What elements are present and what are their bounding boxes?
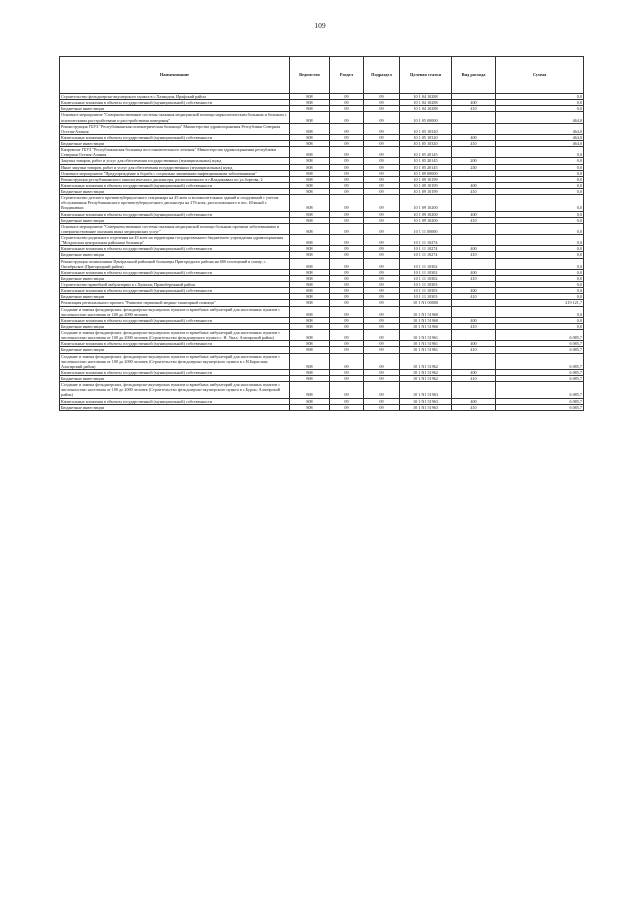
cell-section: 09	[330, 258, 364, 269]
cell-sum: 6 085,7	[496, 404, 584, 410]
cell-section: 09	[330, 252, 364, 258]
cell-subsection: 09	[364, 252, 400, 258]
cell-sum: 0,0	[496, 275, 584, 281]
cell-expense-type: 410	[452, 141, 496, 147]
cell-name: Капитальные вложения в объекты государственной (муниципальной) собственности	[60, 369, 290, 375]
cell-sum: 0,0	[496, 106, 584, 112]
cell-ministry: 808	[290, 306, 330, 317]
cell-ministry: 808	[290, 158, 330, 164]
cell-expense-type: 200	[452, 158, 496, 164]
cell-subsection: 09	[364, 100, 400, 106]
header-ministry: Ведомство	[290, 57, 330, 94]
cell-sum: 219 121,7	[496, 300, 584, 306]
cell-name: Капитальные вложения в объекты государственной (муниципальной) собственности	[60, 269, 290, 275]
cell-ministry: 808	[290, 252, 330, 258]
cell-subsection: 09	[364, 211, 400, 217]
cell-expense-type: 400	[452, 369, 496, 375]
cell-name: Капитальные вложения в объекты государственной (муниципальной) собственности	[60, 182, 290, 188]
header-sum: Сумма	[496, 57, 584, 94]
cell-ministry: 808	[290, 176, 330, 182]
cell-sum: 6 085,7	[496, 353, 584, 369]
cell-sum: 6 085,7	[496, 369, 584, 375]
cell-expense-type: 400	[452, 269, 496, 275]
cell-article: 10 1 N1 00000	[400, 300, 452, 306]
table-row	[60, 306, 584, 317]
cell-sum: 0,0	[496, 164, 584, 170]
cell-ministry: 808	[290, 330, 330, 341]
cell-sum: 6 085,7	[496, 347, 584, 353]
cell-subsection: 09	[364, 275, 400, 281]
cell-article: 10 1 N1 51961	[400, 341, 452, 347]
cell-subsection: 09	[364, 288, 400, 294]
cell-expense-type: 410	[452, 275, 496, 281]
cell-section: 09	[330, 223, 364, 234]
cell-ministry: 808	[290, 382, 330, 398]
cell-section: 09	[330, 134, 364, 140]
cell-expense-type	[452, 195, 496, 211]
cell-sum: 0,0	[496, 258, 584, 269]
cell-name: Создание и замена фельдшерских, фельдшерско-акушерских пунктов и врачебных амбулаторий для населенных пунктов с численностью населения от 100 до 2000 человек (Строительство фельдшерско-акушерского пункта в с.Бурон, Алагирский район)	[60, 382, 290, 398]
cell-ministry: 808	[290, 134, 330, 140]
cell-section: 09	[330, 164, 364, 170]
cell-ministry: 808	[290, 94, 330, 100]
cell-expense-type: 410	[452, 376, 496, 382]
cell-name: Капитальные вложения в объекты государственной (муниципальной) собственности	[60, 288, 290, 294]
cell-name: Иные закупки товаров, работ и услуг для обеспечения государственных (муниципальных) нужд	[60, 164, 290, 170]
cell-section: 09	[330, 341, 364, 347]
cell-sum: 0,0	[496, 182, 584, 188]
cell-ministry: 808	[290, 123, 330, 134]
cell-ministry: 808	[290, 341, 330, 347]
cell-name: Капитальные вложения в объекты государственной (муниципальной) собственности	[60, 246, 290, 252]
cell-sum: 464,0	[496, 141, 584, 147]
cell-name: Бюджетные инвестиции	[60, 294, 290, 300]
cell-subsection: 09	[364, 306, 400, 317]
cell-section: 09	[330, 182, 364, 188]
cell-expense-type: 410	[452, 106, 496, 112]
cell-name: Бюджетные инвестиции	[60, 404, 290, 410]
cell-ministry: 808	[290, 112, 330, 123]
cell-section: 09	[330, 246, 364, 252]
cell-section: 09	[330, 282, 364, 288]
cell-subsection: 09	[364, 176, 400, 182]
cell-section: 09	[330, 170, 364, 176]
cell-article: 10 1 05 10320	[400, 123, 452, 134]
budget-table	[59, 56, 584, 411]
cell-section: 09	[330, 211, 364, 217]
cell-expense-type: 400	[452, 246, 496, 252]
cell-article: 10 1 N1 51963	[400, 404, 452, 410]
table-row	[60, 112, 584, 123]
cell-article: 10 1 05 20145	[400, 164, 452, 170]
cell-expense-type: 410	[452, 347, 496, 353]
cell-ministry: 808	[290, 275, 330, 281]
cell-ministry: 808	[290, 246, 330, 252]
cell-article: 10 1 11 10302	[400, 275, 452, 281]
cell-expense-type: 410	[452, 189, 496, 195]
cell-ministry: 808	[290, 269, 330, 275]
cell-section: 09	[330, 330, 364, 341]
cell-section: 09	[330, 123, 364, 134]
cell-subsection: 09	[364, 123, 400, 134]
table-row	[60, 223, 584, 234]
cell-expense-type: 400	[452, 182, 496, 188]
cell-expense-type	[452, 330, 496, 341]
cell-name: Основное мероприятие "Предупреждение и борьба с социально значимыми инфекционными заболеваниями"	[60, 170, 290, 176]
cell-name: Строительство родильного отделения на 45 коек на территории государственного бюджетного учреждения здравоохранения "Моздокская центральная районная больница"	[60, 235, 290, 246]
cell-subsection: 09	[364, 300, 400, 306]
cell-ministry: 808	[290, 376, 330, 382]
cell-expense-type: 240	[452, 164, 496, 170]
page-number: 109	[314, 21, 326, 30]
cell-article: 10 1 11 10274	[400, 252, 452, 258]
cell-section: 09	[330, 195, 364, 211]
cell-subsection: 09	[364, 94, 400, 100]
cell-ministry: 808	[290, 235, 330, 246]
cell-article: 10 1 N1 51963	[400, 382, 452, 398]
cell-subsection: 09	[364, 112, 400, 123]
table-row	[60, 330, 584, 341]
cell-name: Капитальные вложения в объекты государственной (муниципальной) собственности	[60, 341, 290, 347]
cell-article: 10 1 11 10303	[400, 282, 452, 288]
cell-sum: 0,0	[496, 211, 584, 217]
cell-article: 10 1 05 00000	[400, 112, 452, 123]
cell-subsection: 09	[364, 189, 400, 195]
cell-name: Капитальные вложения в объекты государственной (муниципальной) собственности	[60, 100, 290, 106]
cell-subsection: 09	[364, 141, 400, 147]
cell-sum: 0,0	[496, 158, 584, 164]
cell-article: 10 1 04 10288	[400, 94, 452, 100]
table-row	[60, 404, 584, 410]
cell-section: 09	[330, 306, 364, 317]
cell-subsection: 09	[364, 317, 400, 323]
cell-name: Капремонт ГБУЗ "Республиканская больница восстановительного лечения" Министерства здравоохранения республики Северная Осетия-Алания	[60, 147, 290, 158]
cell-name: Основное мероприятие "Совершенствование системы оказания медицинской помощи больным прочими заболеваниями и совершенствование оказания иных медицинских услуг"	[60, 223, 290, 234]
cell-subsection: 09	[364, 170, 400, 176]
cell-sum: 0,0	[496, 252, 584, 258]
cell-subsection: 09	[364, 269, 400, 275]
cell-expense-type	[452, 123, 496, 134]
cell-name: Реконструкция поликлиники Центральной районной больницы Пригородного района на 600 посещений в смену, с. Октябрьское (Пригородный район)	[60, 258, 290, 269]
cell-sum: 0,0	[496, 294, 584, 300]
cell-ministry: 808	[290, 317, 330, 323]
cell-section: 09	[330, 275, 364, 281]
cell-name: Основное мероприятие "Совершенствование системы оказания медицинской помощи наркологическим больным и больным с психическими расстройствами и расстройствами поведения"	[60, 112, 290, 123]
cell-sum: 0,0	[496, 323, 584, 329]
cell-subsection: 09	[364, 158, 400, 164]
cell-expense-type	[452, 258, 496, 269]
cell-article: 10 1 N1 51960	[400, 317, 452, 323]
cell-sum: 464,0	[496, 123, 584, 134]
cell-article: 10 1 11 10303	[400, 294, 452, 300]
cell-subsection: 09	[364, 164, 400, 170]
cell-sum: 6 085,7	[496, 376, 584, 382]
cell-sum: 0,0	[496, 317, 584, 323]
cell-section: 09	[330, 347, 364, 353]
cell-article: 10 1 09 10199	[400, 189, 452, 195]
cell-name: Капитальные вложения в объекты государственной (муниципальной) собственности	[60, 398, 290, 404]
cell-article: 10 1 11 10274	[400, 246, 452, 252]
cell-sum: 6 085,7	[496, 330, 584, 341]
cell-subsection: 09	[364, 217, 400, 223]
cell-expense-type: 400	[452, 317, 496, 323]
cell-name: Бюджетные инвестиции	[60, 141, 290, 147]
cell-subsection: 09	[364, 398, 400, 404]
cell-name: Реконструкция ГБУЗ "Республиканская психиатрическая больница" Министерства здравоохранения Республики Северная Осетия-Алания	[60, 123, 290, 134]
cell-name: Строительство фельдшерско-акушерского пункта в с.Хазнидон, Ирафский район	[60, 94, 290, 100]
cell-name: Бюджетные инвестиции	[60, 376, 290, 382]
cell-article: 10 1 11 10274	[400, 235, 452, 246]
cell-subsection: 09	[364, 369, 400, 375]
cell-subsection: 09	[364, 382, 400, 398]
cell-ministry: 808	[290, 141, 330, 147]
cell-article: 10 1 05 10320	[400, 134, 452, 140]
cell-section: 09	[330, 217, 364, 223]
cell-name: Бюджетные инвестиции	[60, 189, 290, 195]
cell-ministry: 808	[290, 258, 330, 269]
cell-sum: 0,0	[496, 235, 584, 246]
cell-article: 10 1 09 10199	[400, 176, 452, 182]
cell-ministry: 808	[290, 217, 330, 223]
cell-name: Бюджетные инвестиции	[60, 106, 290, 112]
header-subsection: Подраздел	[364, 57, 400, 94]
cell-ministry: 808	[290, 189, 330, 195]
cell-article: 10 1 11 10302	[400, 269, 452, 275]
cell-expense-type: 410	[452, 294, 496, 300]
cell-ministry: 808	[290, 223, 330, 234]
cell-ministry: 808	[290, 404, 330, 410]
cell-expense-type: 400	[452, 341, 496, 347]
cell-subsection: 09	[364, 282, 400, 288]
cell-article: 10 1 09 10200	[400, 217, 452, 223]
cell-subsection: 09	[364, 182, 400, 188]
cell-ministry: 808	[290, 164, 330, 170]
cell-expense-type: 410	[452, 217, 496, 223]
cell-name: Реализация регионального проекта "Развитие первичной медико-санитарной помощи"	[60, 300, 290, 306]
cell-section: 09	[330, 300, 364, 306]
cell-name: Строительство детского противотуберкулезного стационара на 45 коек и вспомогательных зданий и сооружений с учетом обслуживания Республиканского противотуберкулезного диспансера на 276 коек, расположенного в пос. Южный г. Владикавказ	[60, 195, 290, 211]
cell-article: 10 1 09 10200	[400, 195, 452, 211]
table-row	[60, 147, 584, 158]
cell-article: 10 1 09 00000	[400, 170, 452, 176]
cell-subsection: 09	[364, 323, 400, 329]
cell-subsection: 09	[364, 147, 400, 158]
header-section: Раздел	[330, 57, 364, 94]
cell-subsection: 09	[364, 294, 400, 300]
cell-article: 10 1 09 10200	[400, 211, 452, 217]
table-row	[60, 195, 584, 211]
cell-article: 10 1 N1 51961	[400, 347, 452, 353]
cell-name: Капитальные вложения в объекты государственной (муниципальной) собственности	[60, 134, 290, 140]
table-row	[60, 353, 584, 369]
cell-article: 10 1 04 10288	[400, 106, 452, 112]
cell-sum: 6 085,7	[496, 398, 584, 404]
cell-subsection: 09	[364, 330, 400, 341]
cell-expense-type	[452, 235, 496, 246]
table-row	[60, 123, 584, 134]
cell-section: 09	[330, 106, 364, 112]
cell-expense-type: 400	[452, 100, 496, 106]
cell-section: 09	[330, 317, 364, 323]
cell-sum: 0,0	[496, 217, 584, 223]
cell-sum: 0,0	[496, 282, 584, 288]
cell-section: 09	[330, 369, 364, 375]
cell-expense-type	[452, 223, 496, 234]
header-article: Целевая статья	[400, 57, 452, 94]
cell-name: Капитальные вложения в объекты государственной (муниципальной) собственности	[60, 317, 290, 323]
cell-sum: 0,0	[496, 195, 584, 211]
cell-subsection: 09	[364, 235, 400, 246]
cell-ministry: 808	[290, 282, 330, 288]
cell-sum: 0,0	[496, 147, 584, 158]
cell-name: Создание и замена фельдшерских, фельдшерско-акушерских пунктов и врачебных амбулаторий для населенных пунктов с численностью населения от 100 до 2000 человек (Строительство фельдшерского пункта с. Н. Унал, Алагирский район)	[60, 330, 290, 341]
cell-name: Закупка товаров, работ и услуг для обеспечения государственных (муниципальных) нужд	[60, 158, 290, 164]
table-header-row	[60, 57, 584, 94]
cell-sum: 464,0	[496, 134, 584, 140]
header-expense-type: Вид расхода	[452, 57, 496, 94]
cell-ministry: 808	[290, 211, 330, 217]
cell-sum: 0,0	[496, 269, 584, 275]
cell-article: 10 1 N1 51963	[400, 398, 452, 404]
cell-ministry: 808	[290, 182, 330, 188]
cell-expense-type: 410	[452, 404, 496, 410]
cell-article: 10 1 11 00000	[400, 223, 452, 234]
cell-subsection: 09	[364, 223, 400, 234]
cell-ministry: 808	[290, 300, 330, 306]
cell-article: 10 1 N1 51962	[400, 369, 452, 375]
table-body	[60, 94, 584, 411]
cell-section: 09	[330, 269, 364, 275]
cell-article: 10 1 05 20145	[400, 147, 452, 158]
cell-name: Бюджетные инвестиции	[60, 252, 290, 258]
cell-article: 10 1 05 10320	[400, 141, 452, 147]
cell-article: 10 1 N1 51960	[400, 323, 452, 329]
cell-article: 10 1 N1 51962	[400, 353, 452, 369]
cell-section: 09	[330, 94, 364, 100]
cell-section: 09	[330, 404, 364, 410]
cell-subsection: 09	[364, 404, 400, 410]
cell-subsection: 09	[364, 134, 400, 140]
cell-section: 09	[330, 323, 364, 329]
header-name: Наименование	[60, 57, 290, 94]
cell-ministry: 808	[290, 398, 330, 404]
cell-article: 10 1 09 10199	[400, 182, 452, 188]
cell-article: 10 1 11 10302	[400, 258, 452, 269]
cell-name: Бюджетные инвестиции	[60, 323, 290, 329]
cell-expense-type	[452, 353, 496, 369]
cell-ministry: 808	[290, 147, 330, 158]
table-row	[60, 235, 584, 246]
cell-name: Бюджетные инвестиции	[60, 275, 290, 281]
cell-subsection: 09	[364, 347, 400, 353]
cell-ministry: 808	[290, 353, 330, 369]
cell-name: Бюджетные инвестиции	[60, 347, 290, 353]
cell-expense-type: 400	[452, 398, 496, 404]
cell-section: 09	[330, 382, 364, 398]
cell-sum: 0,0	[496, 223, 584, 234]
cell-section: 09	[330, 189, 364, 195]
cell-name: Бюджетные инвестиции	[60, 217, 290, 223]
cell-subsection: 09	[364, 376, 400, 382]
cell-subsection: 09	[364, 258, 400, 269]
cell-name: Создание и замена фельдшерских, фельдшерско-акушерских пунктов и врачебных амбулаторий для населенных пунктов с численностью населения от 100 до 2000 человек (Строительство фельдшерско-акушерского пункта в с.Н.Бирагзанг, Алагирский район)	[60, 353, 290, 369]
cell-ministry: 808	[290, 294, 330, 300]
cell-section: 09	[330, 100, 364, 106]
cell-expense-type	[452, 382, 496, 398]
cell-name: Строительство врачебной амбулатории в с.Хумалаг, Правобережный район	[60, 282, 290, 288]
cell-sum: 0,0	[496, 100, 584, 106]
table-row	[60, 258, 584, 269]
cell-sum: 0,0	[496, 176, 584, 182]
cell-expense-type: 410	[452, 323, 496, 329]
cell-article: 10 1 N1 51961	[400, 330, 452, 341]
cell-subsection: 09	[364, 341, 400, 347]
cell-name: Реконструкция республиканского онкологического диспансера, расположенного в г.Владикавказ по ул.Зортова, 2	[60, 176, 290, 182]
cell-section: 09	[330, 288, 364, 294]
cell-sum: 0,0	[496, 170, 584, 176]
cell-name: Создание и замена фельдшерских, фельдшерско-акушерских пунктов и врачебных амбулаторий для населенных пунктов с численностью населения от 100 до 2000 человек	[60, 306, 290, 317]
cell-ministry: 808	[290, 195, 330, 211]
cell-section: 09	[330, 176, 364, 182]
cell-expense-type: 400	[452, 134, 496, 140]
cell-section: 09	[330, 376, 364, 382]
cell-ministry: 808	[290, 369, 330, 375]
cell-expense-type: 400	[452, 211, 496, 217]
cell-section: 09	[330, 398, 364, 404]
cell-section: 09	[330, 294, 364, 300]
cell-section: 09	[330, 158, 364, 164]
cell-subsection: 09	[364, 353, 400, 369]
cell-expense-type	[452, 112, 496, 123]
cell-section: 09	[330, 147, 364, 158]
cell-expense-type	[452, 306, 496, 317]
cell-name: Капитальные вложения в объекты государственной (муниципальной) собственности	[60, 211, 290, 217]
cell-sum: 0,0	[496, 189, 584, 195]
cell-sum: 0,0	[496, 306, 584, 317]
cell-section: 09	[330, 235, 364, 246]
cell-article: 10 1 N1 51962	[400, 376, 452, 382]
cell-article: 10 1 11 10303	[400, 288, 452, 294]
cell-section: 09	[330, 141, 364, 147]
table-row	[60, 382, 584, 398]
cell-section: 09	[330, 112, 364, 123]
cell-expense-type	[452, 147, 496, 158]
cell-article: 10 1 N1 51960	[400, 306, 452, 317]
cell-sum: 6 085,7	[496, 382, 584, 398]
cell-sum: 0,0	[496, 94, 584, 100]
cell-ministry: 808	[290, 106, 330, 112]
cell-ministry: 808	[290, 323, 330, 329]
cell-expense-type: 410	[452, 252, 496, 258]
cell-article: 10 1 05 20145	[400, 158, 452, 164]
cell-expense-type: 400	[452, 288, 496, 294]
cell-sum: 0,0	[496, 288, 584, 294]
cell-sum: 0,0	[496, 246, 584, 252]
cell-ministry: 808	[290, 100, 330, 106]
cell-subsection: 09	[364, 106, 400, 112]
cell-subsection: 09	[364, 246, 400, 252]
cell-section: 09	[330, 353, 364, 369]
cell-article: 10 1 04 10288	[400, 100, 452, 106]
cell-ministry: 808	[290, 288, 330, 294]
cell-sum: 6 085,7	[496, 341, 584, 347]
cell-subsection: 09	[364, 195, 400, 211]
cell-ministry: 808	[290, 347, 330, 353]
cell-ministry: 808	[290, 170, 330, 176]
cell-sum: 464,0	[496, 112, 584, 123]
